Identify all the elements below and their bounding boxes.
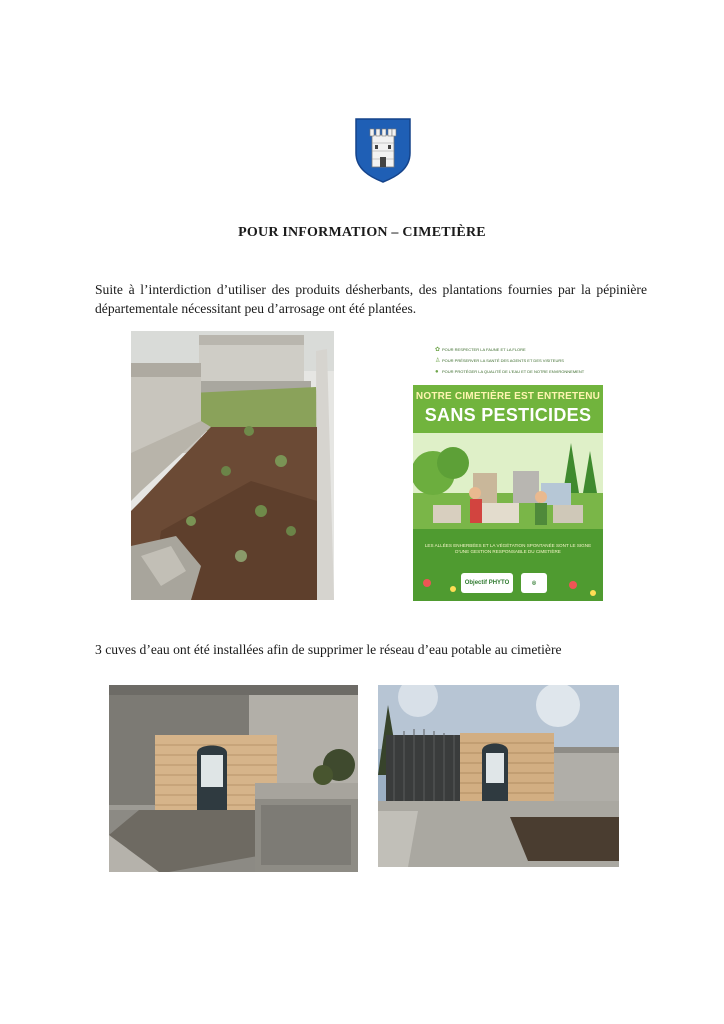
cemetery-planted-bed-photo (131, 331, 334, 600)
poster-footer-text: LES ALLÉES ENHERBÉES ET LA VÉGÉTATION SPONTANÉE SONT LE SIGNE D’UNE GESTION RESPONSABLE DU CIMETIÈRE (424, 543, 592, 554)
water-tank-by-gate-photo (378, 685, 619, 867)
flower-icon: ✿ (435, 347, 441, 353)
poster-legend-item: POUR PROTÉGER LA QUALITÉ DE L’EAU ET DE NOTRE ENVIRONNEMENT (442, 369, 585, 374)
intro-paragraph: Suite à l’interdiction d’utiliser des produits désherbants, des plantations fournies par la pépinière départementale nécessitant peu d’arrosage ont été plantées. (95, 282, 647, 316)
water-drop-icon: ● (435, 369, 439, 375)
sans-pesticides-poster (413, 333, 603, 601)
poster-headline-line1: NOTRE CIMETIÈRE EST ENTRETENU (415, 391, 601, 402)
poster-legend-item: POUR PRÉSERVER LA SANTÉ DES AGENTS ET DES VISITEURS (442, 358, 564, 363)
water-tanks-paragraph: 3 cuves d’eau ont été installées afin de supprimer le réseau d’eau potable au cimetière (95, 642, 562, 657)
castle-tower-shield-icon (354, 117, 412, 183)
poster-legend-item: POUR RESPECTER LA FAUNE ET LA FLORE (442, 347, 526, 352)
people-icon: ♙ (435, 358, 441, 364)
partner-logo: ◎ (521, 573, 547, 593)
page-title: POUR INFORMATION – CIMETIÈRE (238, 225, 486, 240)
objectif-phyto-logo: Objectif PHYTO (461, 573, 513, 593)
poster-headline-line2: SANS PESTICIDES (424, 405, 592, 425)
wooden-water-tank-enclosure-photo (109, 685, 358, 872)
